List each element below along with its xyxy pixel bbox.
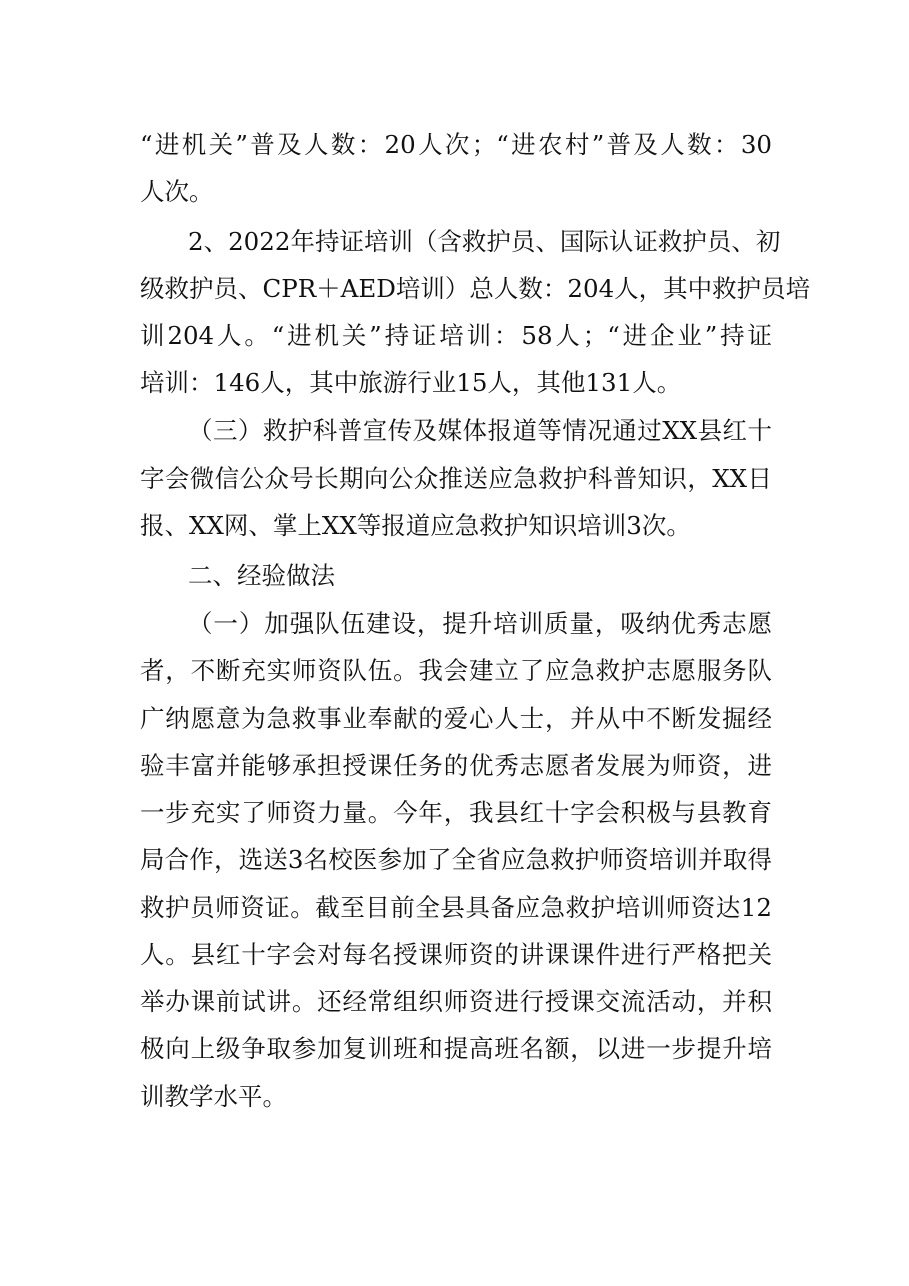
paragraph-line: “进机关”普及人数：20人次；“进农村”普及人数：30 [140, 130, 772, 159]
paragraph-line: 极向上级争取参加复训班和提高班名额，以进一步提升培 [140, 1034, 772, 1063]
paragraph-line: 字会微信公众号长期向公众推送应急救护科普知识，XX日 [140, 464, 772, 493]
paragraph-line: 一步充实了师资力量。今年，我县红十字会积极与县教育 [140, 798, 772, 827]
paragraph-line: 广纳愿意为急救事业奉献的爱心人士，并从中不断发掘经 [140, 704, 772, 733]
paragraph-line: 局合作，选送3名校医参加了全省应急救护师资培训并取得 [140, 845, 772, 874]
paragraph-line: 人。县红十字会对每名授课师资的讲课课件进行严格把关 [140, 940, 772, 969]
paragraph-line: 者，不断充实师资队伍。我会建立了应急救护志愿服务队 [140, 656, 772, 685]
paragraph-line: 级救护员、CPR＋AED培训）总人数：204人，其中救护员培 [140, 274, 811, 303]
paragraph-line: （三）救护科普宣传及媒体报道等情况通过XX县红十 [188, 416, 772, 445]
paragraph-line: 救护员师资证。截至目前全县具备应急救护培训师资达12 [140, 893, 772, 922]
paragraph-line: （一）加强队伍建设，提升培训质量，吸纳优秀志愿 [188, 609, 772, 638]
paragraph-line: 人次。 [140, 177, 214, 206]
paragraph-line: 验丰富并能够承担授课任务的优秀志愿者发展为师资，进 [140, 751, 772, 780]
paragraph-line: 培训：146人，其中旅游行业15人，其他131人。 [140, 368, 682, 397]
paragraph-line: 举办课前试讲。还经常组织师资进行授课交流活动，并积 [140, 987, 772, 1016]
paragraph-line: 训204人。“进机关”持证培训：58人；“进企业”持证 [140, 321, 772, 350]
paragraph-line: 报、XX网、掌上XX等报道应急救护知识培训3次。 [140, 511, 691, 540]
paragraph-line: 2、2022年持证培训（含救护员、国际认证救护员、初 [188, 227, 781, 256]
section-heading: 二、经验做法 [188, 561, 335, 590]
paragraph-line: 训教学水平。 [140, 1082, 287, 1111]
